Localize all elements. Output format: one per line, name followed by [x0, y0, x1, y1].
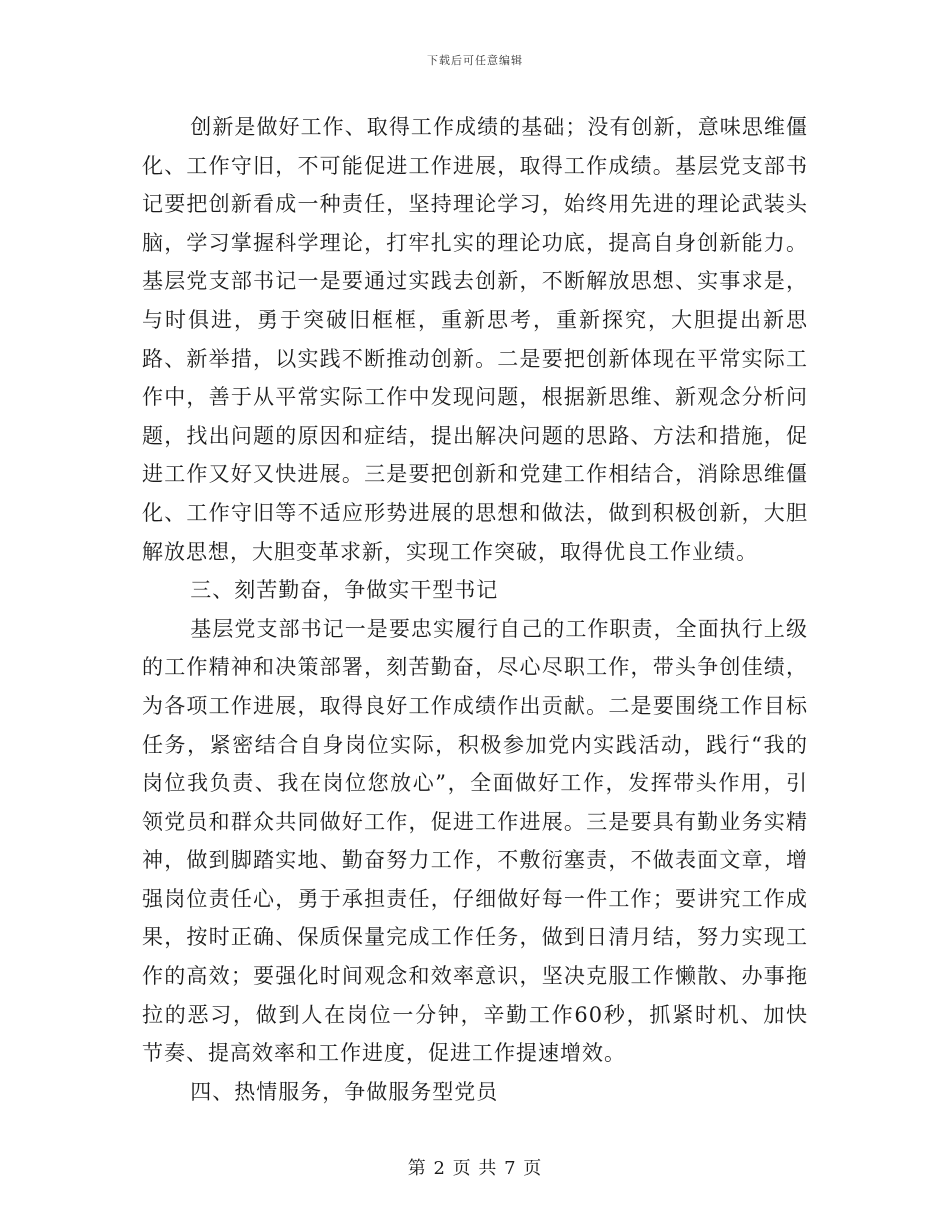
- paragraph-diligence: 基层党支部书记一是要忠实履行自己的工作职责，全面执行上级的工作精神和决策部署，刻苦勤奋，尽心尽职工作，带头争创佳绩，为各项工作进展，取得良好工作成绩作出贡献。二是要围绕工作目标任务，紧密结合自身岗位实际，积极参加党内实践活动，践行“我的岗位我负责、我在岗位您放心”，全面做好工作，发挥带头作用，引领党员和群众共同做好工作，促进工作进展。三是要具有勤业务实精神，做到脚踏实地、勤奋努力工作，不敷衍塞责，不做表面文章，增强岗位责任心，勇于承担责任，仔细做好每一件工作；要讲究工作成果，按时正确、保质保量完成工作任务，做到日清月结，努力实现工作的高效；要强化时间观念和效率意识，坚决克服工作懒散、办事拖拉的恶习，做到人在岗位一分钟，辛勤工作60秒，抓紧时机、加快节奏、提高效率和工作进度，促进工作提速增效。: [142, 616, 808, 1066]
- page-number-footer: 第 2 页 共 7 页: [407, 1158, 543, 1179]
- section-heading-3: 三、刻苦勤奋，争做实干型书记: [190, 578, 499, 603]
- paragraph-innovation: 创新是做好工作、取得工作成绩的基础；没有创新，意味思维僵化、工作守旧，不可能促进工作进展，取得工作成绩。基层党支部书记要把创新看成一种责任，坚持理论学习，始终用先进的理论武装头脑，学习掌握科学理论，打牢扎实的理论功底，提高自身创新能力。基层党支部书记一是要通过实践去创新，不断解放思想、实事求是，与时俱进，勇于突破旧框框，重新思考，重新探究，大胆提出新思路、新举措，以实践不断推动创新。二是要把创新体现在平常实际工作中，善于从平常实际工作中发现问题，根据新思维、新观念分析问题，找出问题的原因和症结，提出解决问题的思路、方法和措施，促进工作又好又快进展。三是要把创新和党建工作相结合，消除思维僵化、工作守旧等不适应形势进展的思想和做法，做到积极创新，大胆解放思想，大胆变革求新，实现工作突破，取得优良工作业绩。: [142, 115, 808, 564]
- document-body: [142, 108, 808, 1111]
- section-heading-4: 四、热情服务，争做服务型党员: [190, 1079, 499, 1104]
- page-header-note: 下载后可任意编辑: [427, 54, 523, 67]
